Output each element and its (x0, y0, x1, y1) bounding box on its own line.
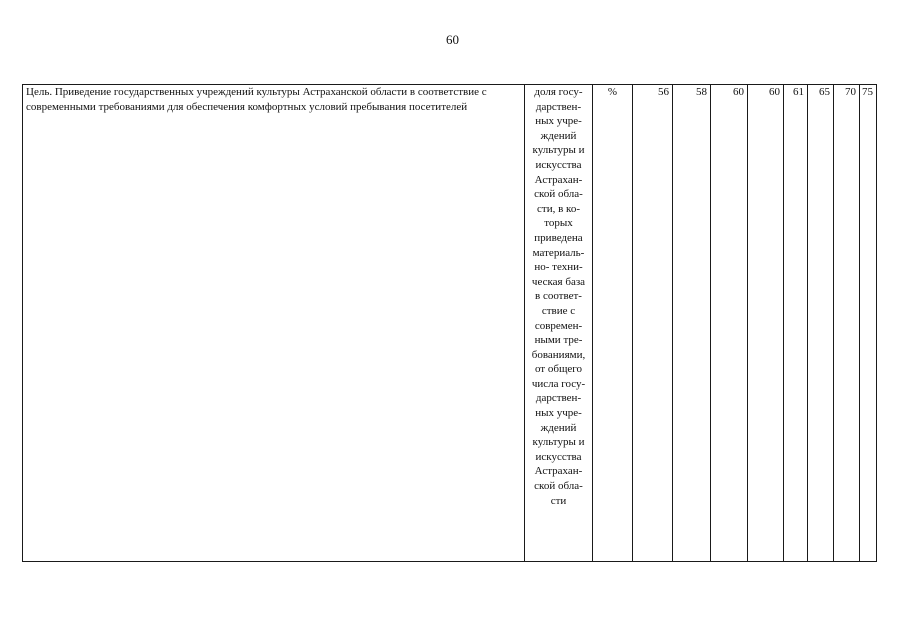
value-cell-6: 65 (808, 85, 834, 562)
page-number: 60 (446, 32, 459, 47)
indicator-table (22, 84, 877, 562)
table-row (23, 85, 877, 562)
value-cell-1: 56 (633, 85, 673, 562)
value-cell-8: 75 (860, 85, 877, 562)
value-cell-3: 60 (711, 85, 748, 562)
value-cell-4: 60 (748, 85, 784, 562)
value-cell-7: 70 (834, 85, 860, 562)
value-cell-5: 61 (784, 85, 808, 562)
indicator-cell: доля госу- дарствен- ных учре- ждений культуры и искусства Астрахан- ской обла- сти, в ко- торых приведена материаль- но- техни- ческая база в соответ- ствие с современ- ными тре- бованиями, от общего числа госу- дарствен- ных учре- ждений культуры и искусства Астрахан- ской обла- сти (525, 85, 593, 562)
value-cell-2: 58 (673, 85, 711, 562)
goal-cell: Цель. Приведение государственных учреждений культуры Астраханской области в соответствие с современными требованиями для обеспечения комфортных условий пребывания посетителей (23, 85, 525, 562)
unit-cell: % (593, 85, 633, 562)
